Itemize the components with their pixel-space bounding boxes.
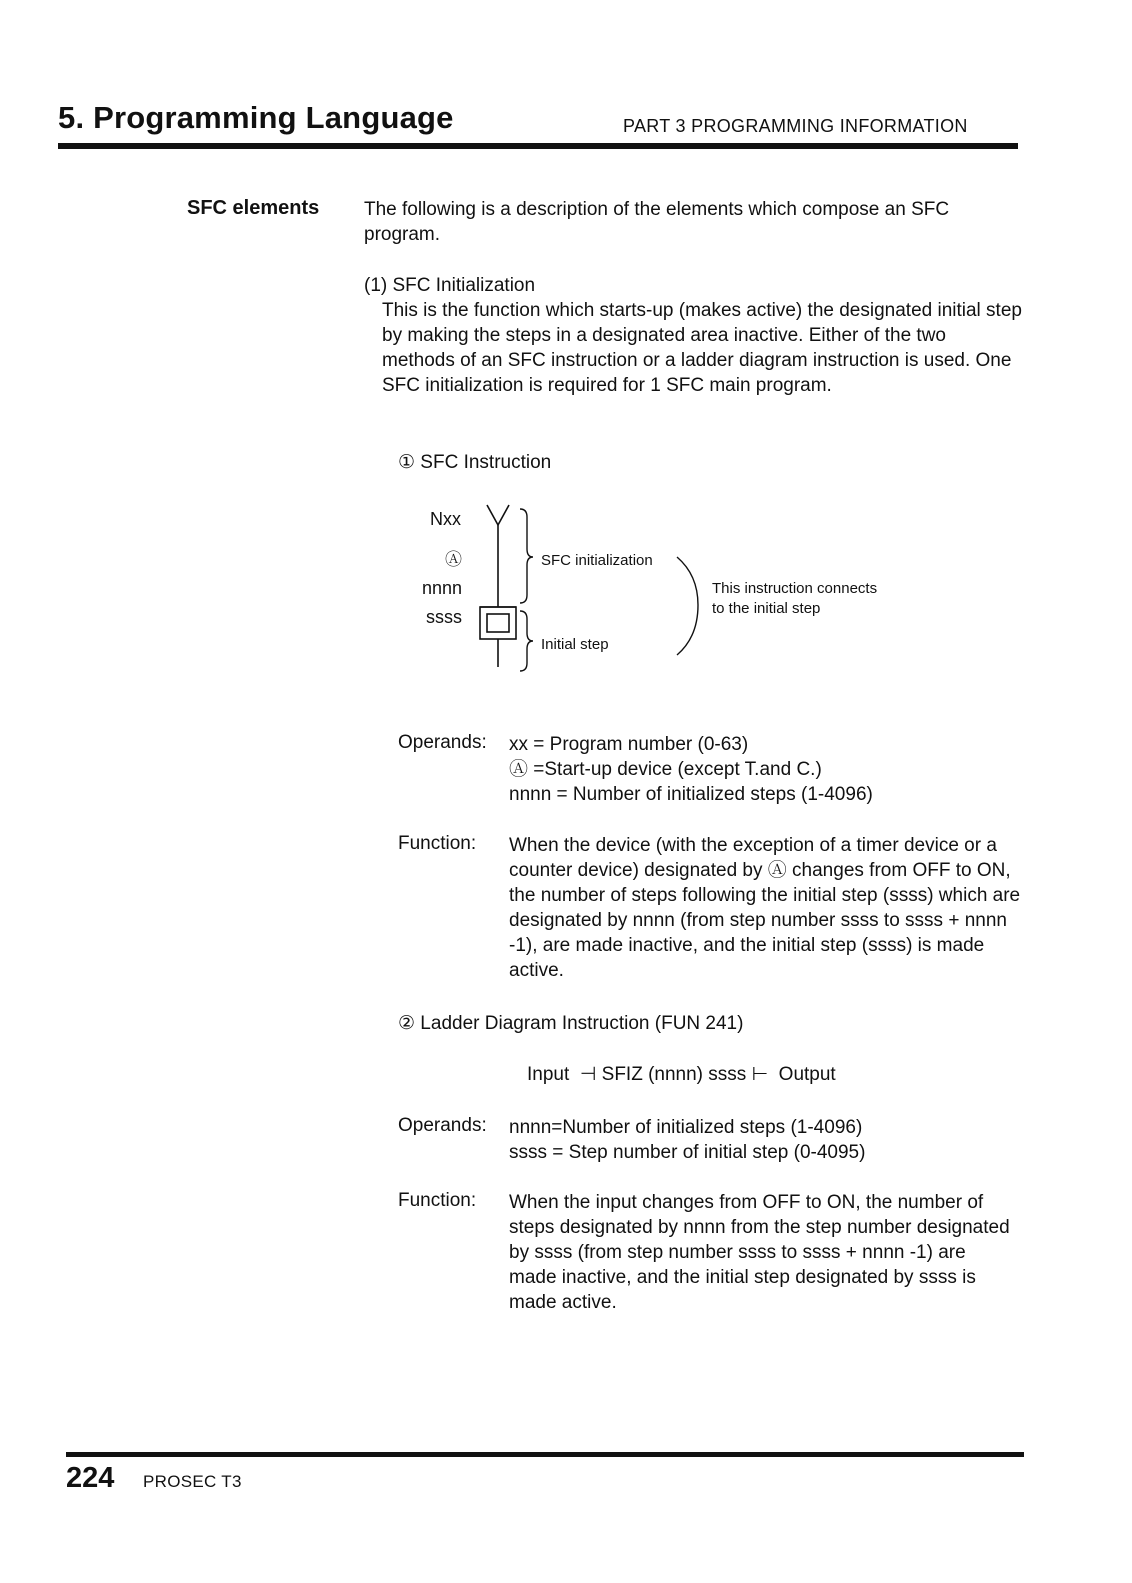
ladder-operands-list (509, 1115, 1009, 1165)
header-rule (58, 143, 1018, 149)
part-heading: PART 3 PROGRAMMING INFORMATION (623, 116, 968, 136)
ladder-instruction-heading: ② Ladder Diagram Instruction (FUN 241) (398, 1013, 744, 1034)
item-body: This is the function which starts-up (makes active) the designated initial step by making the steps in a designated area inactive. Either of the two methods of an SFC instruction or a ladder diagram instruction is used. One SFC initialization is required for 1 SFC main program. (382, 300, 1022, 396)
brace-sfc-initialization-label: SFC initialization (541, 552, 653, 569)
section-heading: SFC elements (187, 197, 320, 219)
diagram-label-ssss: ssss (426, 607, 462, 627)
ladder-operands-label: Operands: (398, 1115, 487, 1136)
diagram-note-line1: This instruction connects (712, 580, 878, 597)
connector-curve (677, 557, 698, 655)
sfc-operands-list (509, 732, 1009, 807)
ladder-operand: nnnn=Number of initialized steps (1-4096) (509, 1117, 863, 1138)
diagram-label-a: Ⓐ (445, 550, 462, 569)
sfc-initialization-diagram (400, 495, 940, 685)
section-intro: The following is a description of the elements which compose an SFC program. (364, 199, 950, 245)
item-title: (1) SFC Initialization (364, 275, 536, 296)
sfc-operand: Ⓐ =Start-up device (except T.and C.) (509, 759, 822, 780)
initial-step-box (480, 607, 516, 639)
page-number: 224 (66, 1462, 115, 1494)
brace-initial-step (520, 611, 533, 671)
sfc-function-label: Function: (398, 833, 477, 854)
diagram-label-nnnn: nnnn (422, 578, 463, 598)
sfc-function-text: When the device (with the exception of a timer device or a counter device) designated by Ⓐ changes from OFF to ON, the number of steps following the initial step (ssss) which are designated by nnnn (from step number ssss to ssss + nnnn -1), are made inactive, and the initial step (ssss) is made active. (509, 835, 1021, 981)
product-model: PROSEC T3 (143, 1472, 242, 1491)
sfc-operands-label: Operands: (398, 732, 487, 753)
diagram-note-line2: to the initial step (712, 600, 821, 617)
sfc-operand: xx = Program number (0-63) (509, 734, 749, 755)
ladder-function-label: Function: (398, 1190, 477, 1211)
ladder-function-text: When the input changes from OFF to ON, the number of steps designated by nnnn from the step number designated by ssss (from step number ssss to ssss + nnnn -1) are made inactive, and the initial step designated by ssss is made active. (509, 1192, 1010, 1313)
sfc-instruction-heading: ① SFC Instruction (398, 452, 552, 473)
ladder-operand: ssss = Step number of initial step (0-4095) (509, 1142, 866, 1163)
brace-initial-step-label: Initial step (541, 636, 609, 653)
connection-line (487, 505, 509, 667)
diagram-label-nxx: Nxx (430, 509, 461, 529)
item-sfc-initialization (364, 273, 1024, 398)
page-title: 5. Programming Language (58, 100, 454, 135)
ladder-expression: Input ⊣ SFIZ (nnnn) ssss ⊢ Output (527, 1064, 836, 1085)
footer-rule (66, 1452, 1024, 1457)
brace-sfc-initialization (520, 509, 533, 603)
sfc-operand: nnnn = Number of initialized steps (1-4096) (509, 784, 873, 805)
